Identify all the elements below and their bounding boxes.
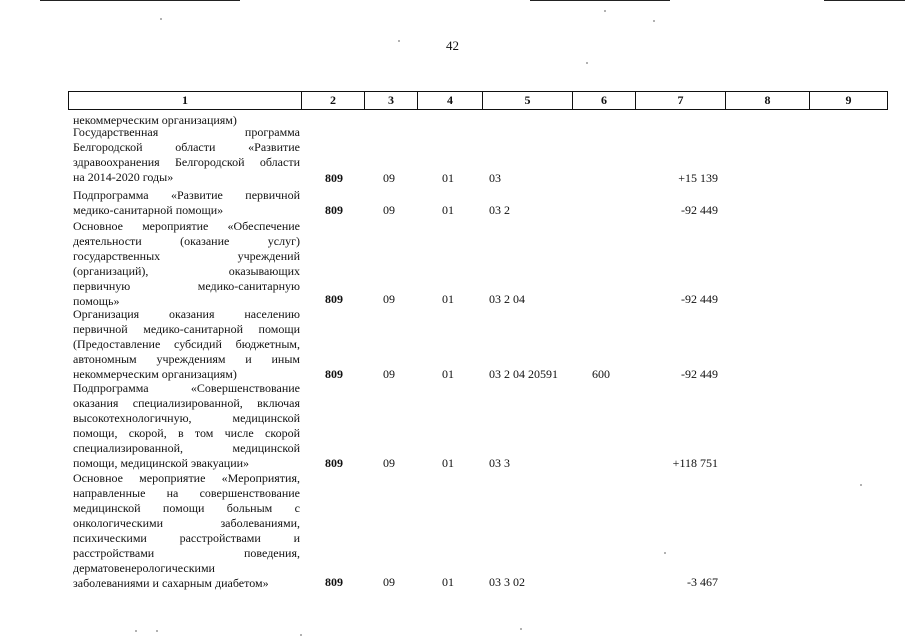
scan-speck xyxy=(860,484,862,486)
header-col-9: 9 xyxy=(845,93,852,107)
cell-col4: 01 xyxy=(442,367,454,381)
description-line: направленные на совершенствование xyxy=(73,486,300,500)
cell-col2: 809 xyxy=(325,171,343,185)
description-line: оказания специализированной, включая xyxy=(73,396,300,410)
description-line: Подпрограмма «Развитие первичной xyxy=(73,188,300,202)
row-description xyxy=(73,307,300,382)
scan-speck xyxy=(664,552,666,554)
cell-col4: 01 xyxy=(442,575,454,589)
cell-col7: -3 467 xyxy=(687,575,718,589)
description-line: психическими расстройствами и xyxy=(73,531,300,545)
cell-col5: 03 xyxy=(489,171,501,185)
description-line: (организаций), оказывающих xyxy=(73,264,300,278)
scan-edge-line xyxy=(824,0,905,1)
description-line: автономным учреждениям и иным xyxy=(73,352,300,366)
header-col-3: 3 xyxy=(388,93,394,107)
cell-col4: 01 xyxy=(442,456,454,470)
page-number: 42 xyxy=(446,38,459,53)
cell-col7: -92 449 xyxy=(681,367,718,381)
description-line: заболеваниями и сахарным диабетом» xyxy=(73,576,269,590)
cell-col7: -92 449 xyxy=(681,203,718,217)
cell-col3: 09 xyxy=(383,367,395,381)
description-line: помощь» xyxy=(73,294,120,308)
description-line: (Предоставление субсидий бюджетным, xyxy=(73,337,300,351)
scan-edge-line xyxy=(40,0,240,1)
header-col-6: 6 xyxy=(601,93,607,107)
description-line: Подпрограмма «Совершенствование xyxy=(73,381,300,395)
scan-speck xyxy=(604,10,606,12)
description-line: деятельности (оказание услуг) xyxy=(73,234,300,248)
description-line: Белгородской области «Развитие xyxy=(73,140,300,154)
description-line: Основное мероприятие «Мероприятия, xyxy=(73,471,300,485)
description-line: первичной медико-санитарной помощи xyxy=(73,322,300,336)
cell-col5: 03 2 xyxy=(489,203,510,217)
cell-col7: +118 751 xyxy=(672,456,718,470)
cell-col7: -92 449 xyxy=(681,292,718,306)
description-line: государственных учреждений xyxy=(73,249,300,263)
cell-col2: 809 xyxy=(325,575,343,589)
description-line: некоммерческим организациям) xyxy=(73,113,237,127)
description-line: онкологическими заболеваниями, xyxy=(73,516,300,530)
description-line: помощи, медицинской эвакуации» xyxy=(73,456,250,470)
description-line: помощи, скорой, в том числе скорой xyxy=(73,426,300,440)
cell-col4: 01 xyxy=(442,203,454,217)
cell-col7: +15 139 xyxy=(678,171,718,185)
cell-col5: 03 2 04 xyxy=(489,292,525,306)
description-line: расстройствами поведения, xyxy=(73,546,300,560)
row-description xyxy=(73,188,300,218)
description-line: некоммерческим организациям) xyxy=(73,367,237,381)
header-col-2: 2 xyxy=(330,93,336,107)
table-header xyxy=(68,91,888,110)
header-col-7: 7 xyxy=(677,93,684,107)
header-col-5: 5 xyxy=(524,93,531,107)
scan-speck xyxy=(586,62,588,64)
row-description xyxy=(73,381,300,471)
description-line: Государственная программа xyxy=(73,125,300,139)
cell-col3: 09 xyxy=(383,171,395,185)
cell-col4: 01 xyxy=(442,292,454,306)
description-line: медико-санитарной помощи» xyxy=(73,203,224,217)
cell-col5: 03 2 04 20591 xyxy=(489,367,558,381)
cell-col6: 600 xyxy=(592,367,610,381)
scan-speck xyxy=(135,630,137,632)
scan-speck xyxy=(653,20,655,22)
description-line: медицинской помощи больным с xyxy=(73,501,300,515)
description-line: Организация оказания населению xyxy=(73,307,300,321)
scan-speck xyxy=(156,630,158,632)
description-line: Основное мероприятие «Обеспечение xyxy=(73,219,300,233)
scan-speck xyxy=(520,628,522,630)
row-description xyxy=(73,471,300,591)
description-line: дерматовенерологическими xyxy=(73,561,215,575)
description-line: высокотехнологичную, медицинской xyxy=(73,411,300,425)
cell-col3: 09 xyxy=(383,292,395,306)
header-col-1: 1 xyxy=(182,93,188,107)
description-line: первичную медико-санитарную xyxy=(73,279,300,293)
scan-edge-line xyxy=(530,0,670,1)
cell-col5: 03 3 02 xyxy=(489,575,525,589)
header-col-4: 4 xyxy=(447,93,453,107)
description-line: специализированной, медицинской xyxy=(73,441,300,455)
cell-col2: 809 xyxy=(325,292,343,306)
scan-speck xyxy=(398,40,400,42)
row-description xyxy=(73,125,300,185)
description-line: здравоохранения Белгородской области xyxy=(73,155,300,169)
scan-speck xyxy=(300,634,302,636)
cell-col2: 809 xyxy=(325,456,343,470)
row-description xyxy=(73,219,300,309)
description-line: на 2014-2020 годы» xyxy=(73,170,174,184)
cell-col5: 03 3 xyxy=(489,456,510,470)
cell-col3: 09 xyxy=(383,575,395,589)
cell-col3: 09 xyxy=(383,203,395,217)
cell-col2: 809 xyxy=(325,367,343,381)
scan-speck xyxy=(160,18,162,20)
cell-col3: 09 xyxy=(383,456,395,470)
header-col-8: 8 xyxy=(764,93,771,107)
cell-col2: 809 xyxy=(325,203,343,217)
cell-col4: 01 xyxy=(442,171,454,185)
